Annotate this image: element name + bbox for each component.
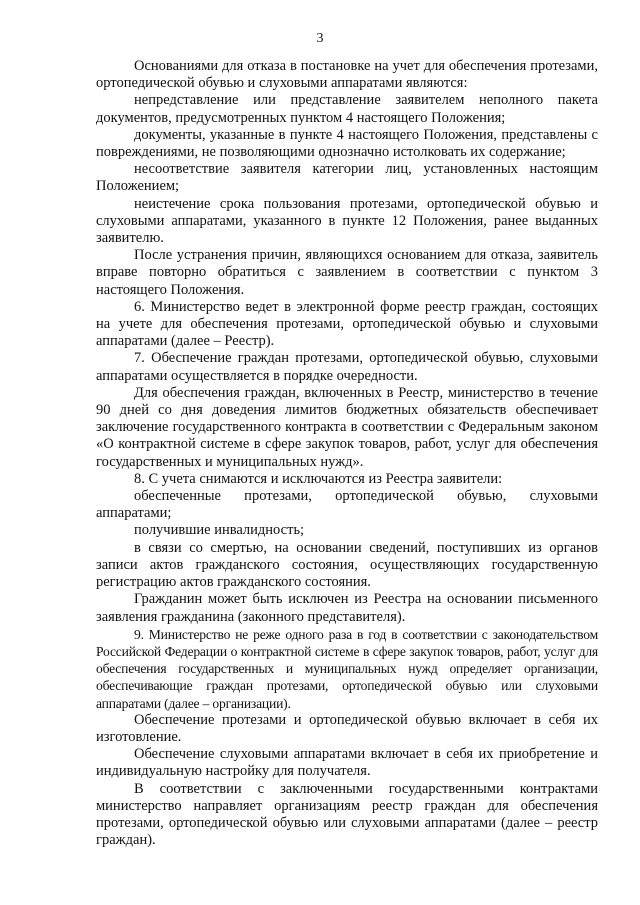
document-body [96,58,598,849]
page-number: 3 [316,31,324,46]
paragraph-usage-period: неистечение срока пользования протезами, ортопедической обувью и слуховыми аппаратами, указанного в пункте 12 Положения, ранее выданных заявителю. [96,195,598,247]
paragraph-item-8: 8. С учета снимаются и исключаются из Реестра заявители: [134,470,503,487]
paragraph-hearing-aids: Обеспечение слуховыми аппаратами включает в себя их приобретение и индивидуальную настройку для получателя. [96,746,598,780]
paragraph-refusal-grounds: Основаниями для отказа в постановке на учет для обеспечения протезами, ортопедической обувью и слуховыми аппаратами являются: [96,58,598,92]
paragraph-reapply: После устранения причин, являющихся основанием для отказа, заявитель вправе повторно обратиться с заявлением в соответствии с пунктом 3 настоящего Положения. [96,247,598,298]
paragraph-category-mismatch: несоответствие заявителя категории лиц, установленных настоящим Положением; [96,161,598,195]
paragraph-item-7: 7. Обеспечение граждан протезами, ортопедической обувью, слуховыми аппаратами осуществляется в порядке очередности. [96,350,598,384]
paragraph-death: в связи со смертью, на основании сведений, поступивших из органов записи актов гражданского состояния, осуществляющих государственную регистрацию актов гражданского состояния. [96,539,598,591]
paragraph-item-6: 6. Министерство ведет в электронной форме реестр граждан, состоящих на учете для обеспечения протезами, ортопедической обувью и слуховыми аппаратами (далее – Реестр). [96,298,598,350]
paragraph-provided: обеспеченные протезами, ортопедической обувью, слуховыми аппаратами; [96,488,598,522]
paragraph-exclusion-request: Гражданин может быть исключен из Реестра на основании письменного заявления гражданина (законного представителя). [96,591,598,625]
paragraph-contract: Для обеспечения граждан, включенных в Реестр, министерство в течение 90 дней со дня доведения лимитов бюджетных обязательств обеспечивает заключение государственного контракта в соответствии с Федеральным законом «О контрактной системе в сфере закупок товаров, работ, услуг для обеспечения государственных и муниципальных нужд». [96,384,598,470]
paragraph-incomplete-documents: непредставление или представление заявителем неполного пакета документов, предусмотренных пунктом 4 настоящего Положения; [96,92,598,126]
paragraph-registry-sending: В соответствии с заключенными государственными контрактами министерство направляет организациям реестр граждан для обеспечения протезами, ортопедической обувью или слуховыми аппаратами (далее – реестр граждан). [96,780,598,849]
paragraph-item-9: 9. Министерство не реже одного раза в год в соответствии с законодательством Российской Федерации о контрактной системе в сфере закупок товаров, работ, услуг для обеспечения государственных и муниципальных нужд определяет организации, обеспечивающие граждан протезами, ортопедической обувью или слуховыми аппаратами (далее – организации). [96,626,598,711]
paragraph-damaged-documents: документы, указанные в пункте 4 настоящего Положения, представлены с повреждениями, не позволяющими однозначно истолковать их содержание; [96,126,598,161]
paragraph-disability: получившие инвалидность; [134,522,305,539]
paragraph-manufacturing: Обеспечение протезами и ортопедической обувью включает в себя их изготовление. [96,711,598,745]
